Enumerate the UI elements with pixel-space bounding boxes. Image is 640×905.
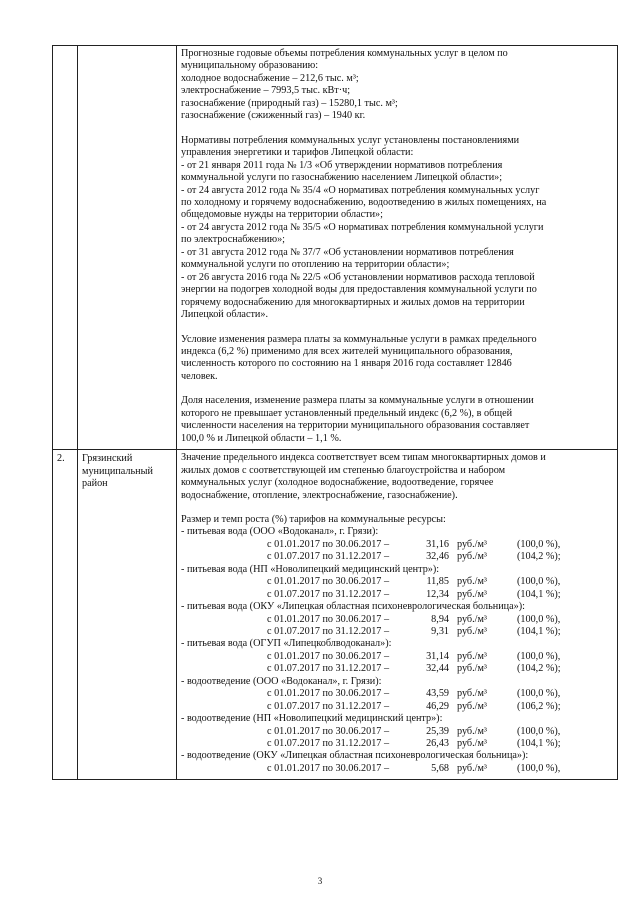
tariff-group-title: - водоотведение (ООО «Водоканал», г. Грязи):	[181, 675, 382, 687]
text-line: - от 24 августа 2012 года № 35/4 «О нормативах потребления коммунальных услуг	[181, 184, 540, 196]
paragraph	[181, 452, 614, 502]
tariff-period: с 01.01.2017 по 30.06.2017 –	[267, 613, 390, 625]
text-line: по электроснабжению»;	[181, 234, 286, 246]
tariff-row	[181, 551, 614, 563]
text-line: жилых домов с соответствующей им степенью благоустройства и набором	[181, 464, 506, 476]
tariff-unit: руб./м³	[457, 551, 487, 563]
tariff-percent: (104,2 %);	[517, 551, 561, 563]
text-line: газоснабжение (природный газ) – 15280,1 тыс. м³;	[181, 97, 398, 109]
tariff-row	[181, 701, 614, 713]
tariff-value: 46,29	[426, 700, 449, 712]
text-line: коммунальной услуги по отоплению на территории области»;	[181, 259, 450, 271]
row2-name	[78, 450, 176, 493]
row1-number	[53, 46, 77, 52]
text-line: водоснабжение, отопление, электроснабжение, газоснабжение).	[181, 489, 458, 501]
table-row-continuation	[53, 46, 618, 450]
text-line: газоснабжение (сжиженный газ) – 1940 кг.	[181, 110, 366, 122]
tariff-period: с 01.07.2017 по 31.12.2017 –	[267, 700, 390, 712]
tariff-value: 43,59	[426, 688, 449, 700]
tariff-period: с 01.01.2017 по 30.06.2017 –	[267, 688, 390, 700]
text-line: управления энергетики и тарифов Липецкой области:	[181, 147, 414, 159]
tariff-unit: руб./м³	[457, 688, 487, 700]
paragraph-gap	[181, 123, 614, 135]
tariff-value: 31,14	[426, 650, 449, 662]
tariff-unit: руб./м³	[457, 650, 487, 662]
tariff-group-title: - водоотведение (НП «Новолипецкий медицинский центр»):	[181, 713, 443, 725]
tariff-percent: (100,0 %),	[517, 650, 561, 662]
text-line: по холодному и горячему водоснабжению, водоотведению в жилых помещениях, на	[181, 196, 547, 208]
tariff-row	[181, 614, 614, 626]
tariff-period: с 01.07.2017 по 31.12.2017 –	[267, 588, 390, 600]
row1-number-cell	[53, 46, 78, 450]
tariff-unit: руб./м³	[457, 576, 487, 588]
tariff-period: с 01.07.2017 по 31.12.2017 –	[267, 625, 390, 637]
tariff-row	[181, 651, 614, 663]
row2-name-cell	[78, 450, 177, 780]
paragraph-gap	[181, 502, 614, 514]
tariff-value: 26,43	[426, 737, 449, 749]
district-name-line: Грязинский	[82, 453, 133, 465]
text-line: Нормативы потребления коммунальных услуг установлены постановлениями	[181, 134, 520, 146]
row2-number: 2.	[57, 453, 65, 465]
tariff-row	[181, 589, 614, 601]
text-line: - от 31 августа 2012 года № 37/7 «Об установлении нормативов потребления	[181, 246, 514, 258]
text-line: Условие изменения размера платы за коммунальные услуги в рамках предельного	[181, 333, 537, 345]
tariff-group-title: - питьевая вода (ОКУ «Липецкая областная психоневрологическая больница»):	[181, 601, 525, 613]
tariff-unit: руб./м³	[457, 538, 487, 550]
text-line: - от 26 августа 2016 года № 22/5 «Об установлении нормативов расхода тепловой	[181, 271, 535, 283]
text-line: которого не превышает установленный предельный индекс (6,2 %), в общей	[181, 407, 513, 419]
text-line: численность которого по состоянию на 1 января 2016 года составляет 12846	[181, 358, 512, 370]
paragraph-gap	[181, 383, 614, 395]
tariff-period: с 01.01.2017 по 30.06.2017 –	[267, 576, 390, 588]
text-line: энергии на подогрев холодной воды для предоставления коммунальной услуги по	[181, 284, 537, 296]
tariff-row	[181, 726, 614, 738]
tariff-percent: (104,1 %);	[517, 625, 561, 637]
tariff-unit: руб./м³	[457, 625, 487, 637]
text-line: индекса (6,2 %) применимо для всех жителей муниципального образования,	[181, 345, 513, 357]
tariff-group-title: - питьевая вода (ООО «Водоканал», г. Грязи):	[181, 526, 379, 538]
paragraph	[181, 135, 614, 322]
tariff-value: 25,39	[426, 725, 449, 737]
tariff-period: с 01.07.2017 по 31.12.2017 –	[267, 551, 390, 563]
tariff-header: Размер и темп роста (%) тарифов на коммунальные ресурсы:	[181, 513, 446, 525]
tariff-row	[181, 763, 614, 775]
text-line: коммунальной услуги по газоснабжению населением Липецкой области»;	[181, 172, 503, 184]
row1-content-cell	[177, 46, 618, 450]
tariff-value: 11,85	[426, 576, 449, 588]
text-line: 100,0 % и Липецкой области – 1,1 %.	[181, 432, 342, 444]
row2-content-cell	[177, 450, 618, 780]
paragraph	[181, 48, 614, 123]
text-line: коммунальных услуг (холодное водоснабжение, водоотведение, горячее	[181, 477, 494, 489]
tariff-value: 31,16	[426, 538, 449, 550]
tariff-percent: (106,2 %);	[517, 700, 561, 712]
tariff-row	[181, 576, 614, 588]
text-line: - от 21 января 2011 года № 1/3 «Об утверждении нормативов потребления	[181, 159, 503, 171]
tariff-row	[181, 626, 614, 638]
text-line: холодное водоснабжение – 212,6 тыс. м³;	[181, 72, 359, 84]
tariff-value: 12,34	[426, 588, 449, 600]
tariff-percent: (100,0 %),	[517, 725, 561, 737]
tariff-row	[181, 738, 614, 750]
text-line: Доля населения, изменение размера платы за коммунальные услуги в отношении	[181, 395, 534, 407]
tariff-row	[181, 539, 614, 551]
row1-content	[177, 46, 617, 449]
row2-content	[177, 450, 617, 779]
tariff-unit: руб./м³	[457, 663, 487, 675]
tariff-percent: (100,0 %),	[517, 613, 561, 625]
row1-name	[78, 46, 176, 52]
row2-number-cell	[53, 450, 78, 780]
tariff-percent: (100,0 %),	[517, 762, 561, 774]
tariff-period: с 01.07.2017 по 31.12.2017 –	[267, 663, 390, 675]
paragraph-gap	[181, 322, 614, 334]
tariff-period: с 01.01.2017 по 30.06.2017 –	[267, 762, 390, 774]
tariff-percent: (104,2 %);	[517, 663, 561, 675]
tariff-row	[181, 688, 614, 700]
tariff-period: с 01.07.2017 по 31.12.2017 –	[267, 737, 390, 749]
data-table	[52, 45, 618, 780]
paragraph	[181, 334, 614, 384]
tariff-value: 5,68	[431, 762, 449, 774]
text-line: общедомовые нужды на территории области»;	[181, 209, 383, 221]
text-line: Прогнозные годовые объемы потребления коммунальных услуг в целом по	[181, 48, 508, 59]
text-line: муниципальному образованию:	[181, 60, 319, 72]
table-row-gryazinsky	[53, 450, 618, 780]
tariff-percent: (100,0 %),	[517, 576, 561, 588]
tariff-period: с 01.01.2017 по 30.06.2017 –	[267, 650, 390, 662]
tariff-group-title: - питьевая вода (ОГУП «Липецкоблводоканал»):	[181, 638, 392, 650]
tariff-row	[181, 663, 614, 675]
tariff-percent: (104,1 %);	[517, 737, 561, 749]
tariff-unit: руб./м³	[457, 725, 487, 737]
row1-name-cell	[78, 46, 177, 450]
text-line: - от 24 августа 2012 года № 35/5 «О нормативах потребления коммунальной услуги	[181, 221, 544, 233]
tariff-unit: руб./м³	[457, 762, 487, 774]
tariff-value: 32,44	[426, 663, 449, 675]
tariff-unit: руб./м³	[457, 613, 487, 625]
tariff-value: 8,94	[431, 613, 449, 625]
tariff-period: с 01.01.2017 по 30.06.2017 –	[267, 538, 390, 550]
district-name-line: район	[82, 478, 108, 490]
tariff-period: с 01.01.2017 по 30.06.2017 –	[267, 725, 390, 737]
tariff-percent: (100,0 %),	[517, 688, 561, 700]
tariff-percent: (104,1 %);	[517, 588, 561, 600]
tariff-unit: руб./м³	[457, 700, 487, 712]
tariff-unit: руб./м³	[457, 737, 487, 749]
page-number: 3	[317, 876, 323, 886]
text-line: горячему водоснабжению для многоквартирных и жилых домов на территории	[181, 296, 525, 308]
tariff-value: 32,46	[426, 551, 449, 563]
tariff-percent: (100,0 %),	[517, 538, 561, 550]
tariff-group-title: - водоотведение (ОКУ «Липецкая областная психоневрологическая больница»):	[181, 750, 529, 762]
tariff-group-title: - питьевая вода (НП «Новолипецкий медицинский центр»):	[181, 563, 440, 575]
text-line: Липецкой области».	[181, 309, 269, 321]
text-line: Значение предельного индекса соответствует всем типам многоквартирных домов и	[181, 452, 546, 464]
paragraph	[181, 395, 614, 445]
tariff-unit: руб./м³	[457, 588, 487, 600]
district-name-line: муниципальный	[82, 465, 153, 477]
text-line: численности населения на территории муниципального образования составляет	[181, 420, 530, 432]
tariff-value: 9,31	[431, 625, 449, 637]
text-line: электроснабжение – 7993,5 тыс. кВт·ч;	[181, 85, 351, 97]
text-line: человек.	[181, 370, 218, 382]
